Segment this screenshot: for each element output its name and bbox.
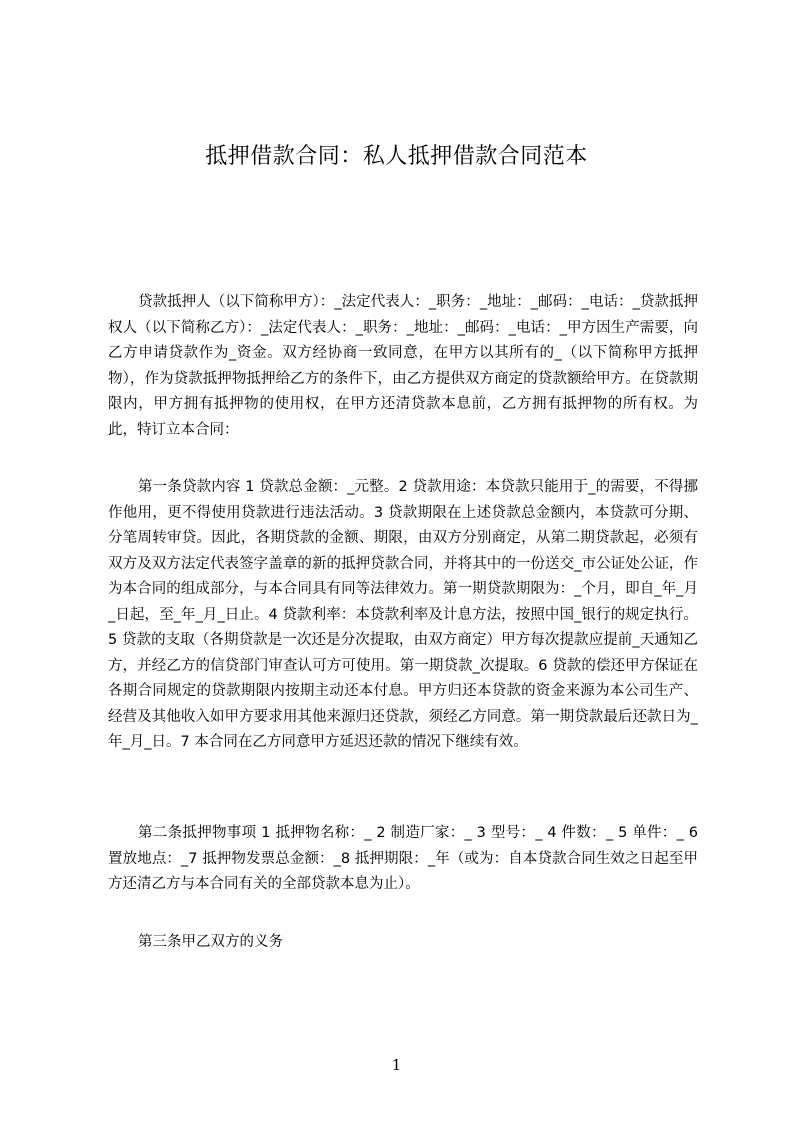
paragraph-article-3-heading: 第三条甲乙双方的义务: [138, 934, 283, 950]
page-number: 1: [391, 1056, 402, 1074]
paragraph-article-1-loan-content: 第一条贷款内容 1 贷款总金额：_元整。2 贷款用途：本贷款只能用于_的需要，不得挪作他用，更不得使用贷款进行违法活动。3 贷款期限在上述贷款总金额内，本贷款可分期、分笔周转审贷。因此，各期贷款的金额、期限，由双方分别商定，从第二期贷款起，必须有双方及双方法定代表签字盖章的新的抵押贷款合同，并将其中的一份送交_市公证处公证，作为本合同的组成部分，与本合同具有同等法律效力。第一期贷款期限为：_个月，即自_年_月_日起，至_年_月_日止。4 贷款利率：本贷款利率及计息方法，按照中国_银行的规定执行。5 贷款的支取（各期贷款是一次还是分次提取，由双方商定）甲方每次提款应提前_天通知乙方，并经乙方的信贷部门审查认可方可使用。第一期贷款_次提取。6 贷款的偿还甲方保证在各期合同规定的贷款期限内按期主动还本付息。甲方归还本贷款的资金来源为本公司生产、经营及其他收入如甲方要求用其他来源归还贷款，须经乙方同意。第一期贷款最后还款日为_年_月_日。7 本合同在乙方同意甲方延迟还款的情况下继续有效。: [108, 479, 698, 750]
paragraph-parties: 贷款抵押人（以下简称甲方）：_法定代表人：_职务：_地址：_邮码：_电话：_贷款抵押权人（以下简称乙方）：_法定代表人：_职务：_地址：_邮码：_电话：_甲方因生产需要，向乙方申请贷款作为_资金。双方经协商一致同意，在甲方以其所有的_（以下简称甲方抵押物），作为贷款抵押物抵押给乙方的条件下，由乙方提供双方商定的贷款额给甲方。在贷款期限内，甲方拥有抵押物的使用权，在甲方还清贷款本息前，乙方拥有抵押物的所有权。为此，特订立本合同：: [108, 294, 698, 438]
paragraph-article-2-collateral: 第二条抵押物事项 1 抵押物名称：_ 2 制造厂家：_ 3 型号：_ 4 件数：_ 5 单件：_ 6 置放地点：_7 抵押物发票总金额：_8 抵押期限：_年（或为：自本贷款合同生效之日起至甲方还清乙方与本合同有关的全部贷款本息为止）。: [108, 825, 698, 892]
document-title: 抵押借款合同：私人抵押借款合同范本: [205, 144, 588, 169]
